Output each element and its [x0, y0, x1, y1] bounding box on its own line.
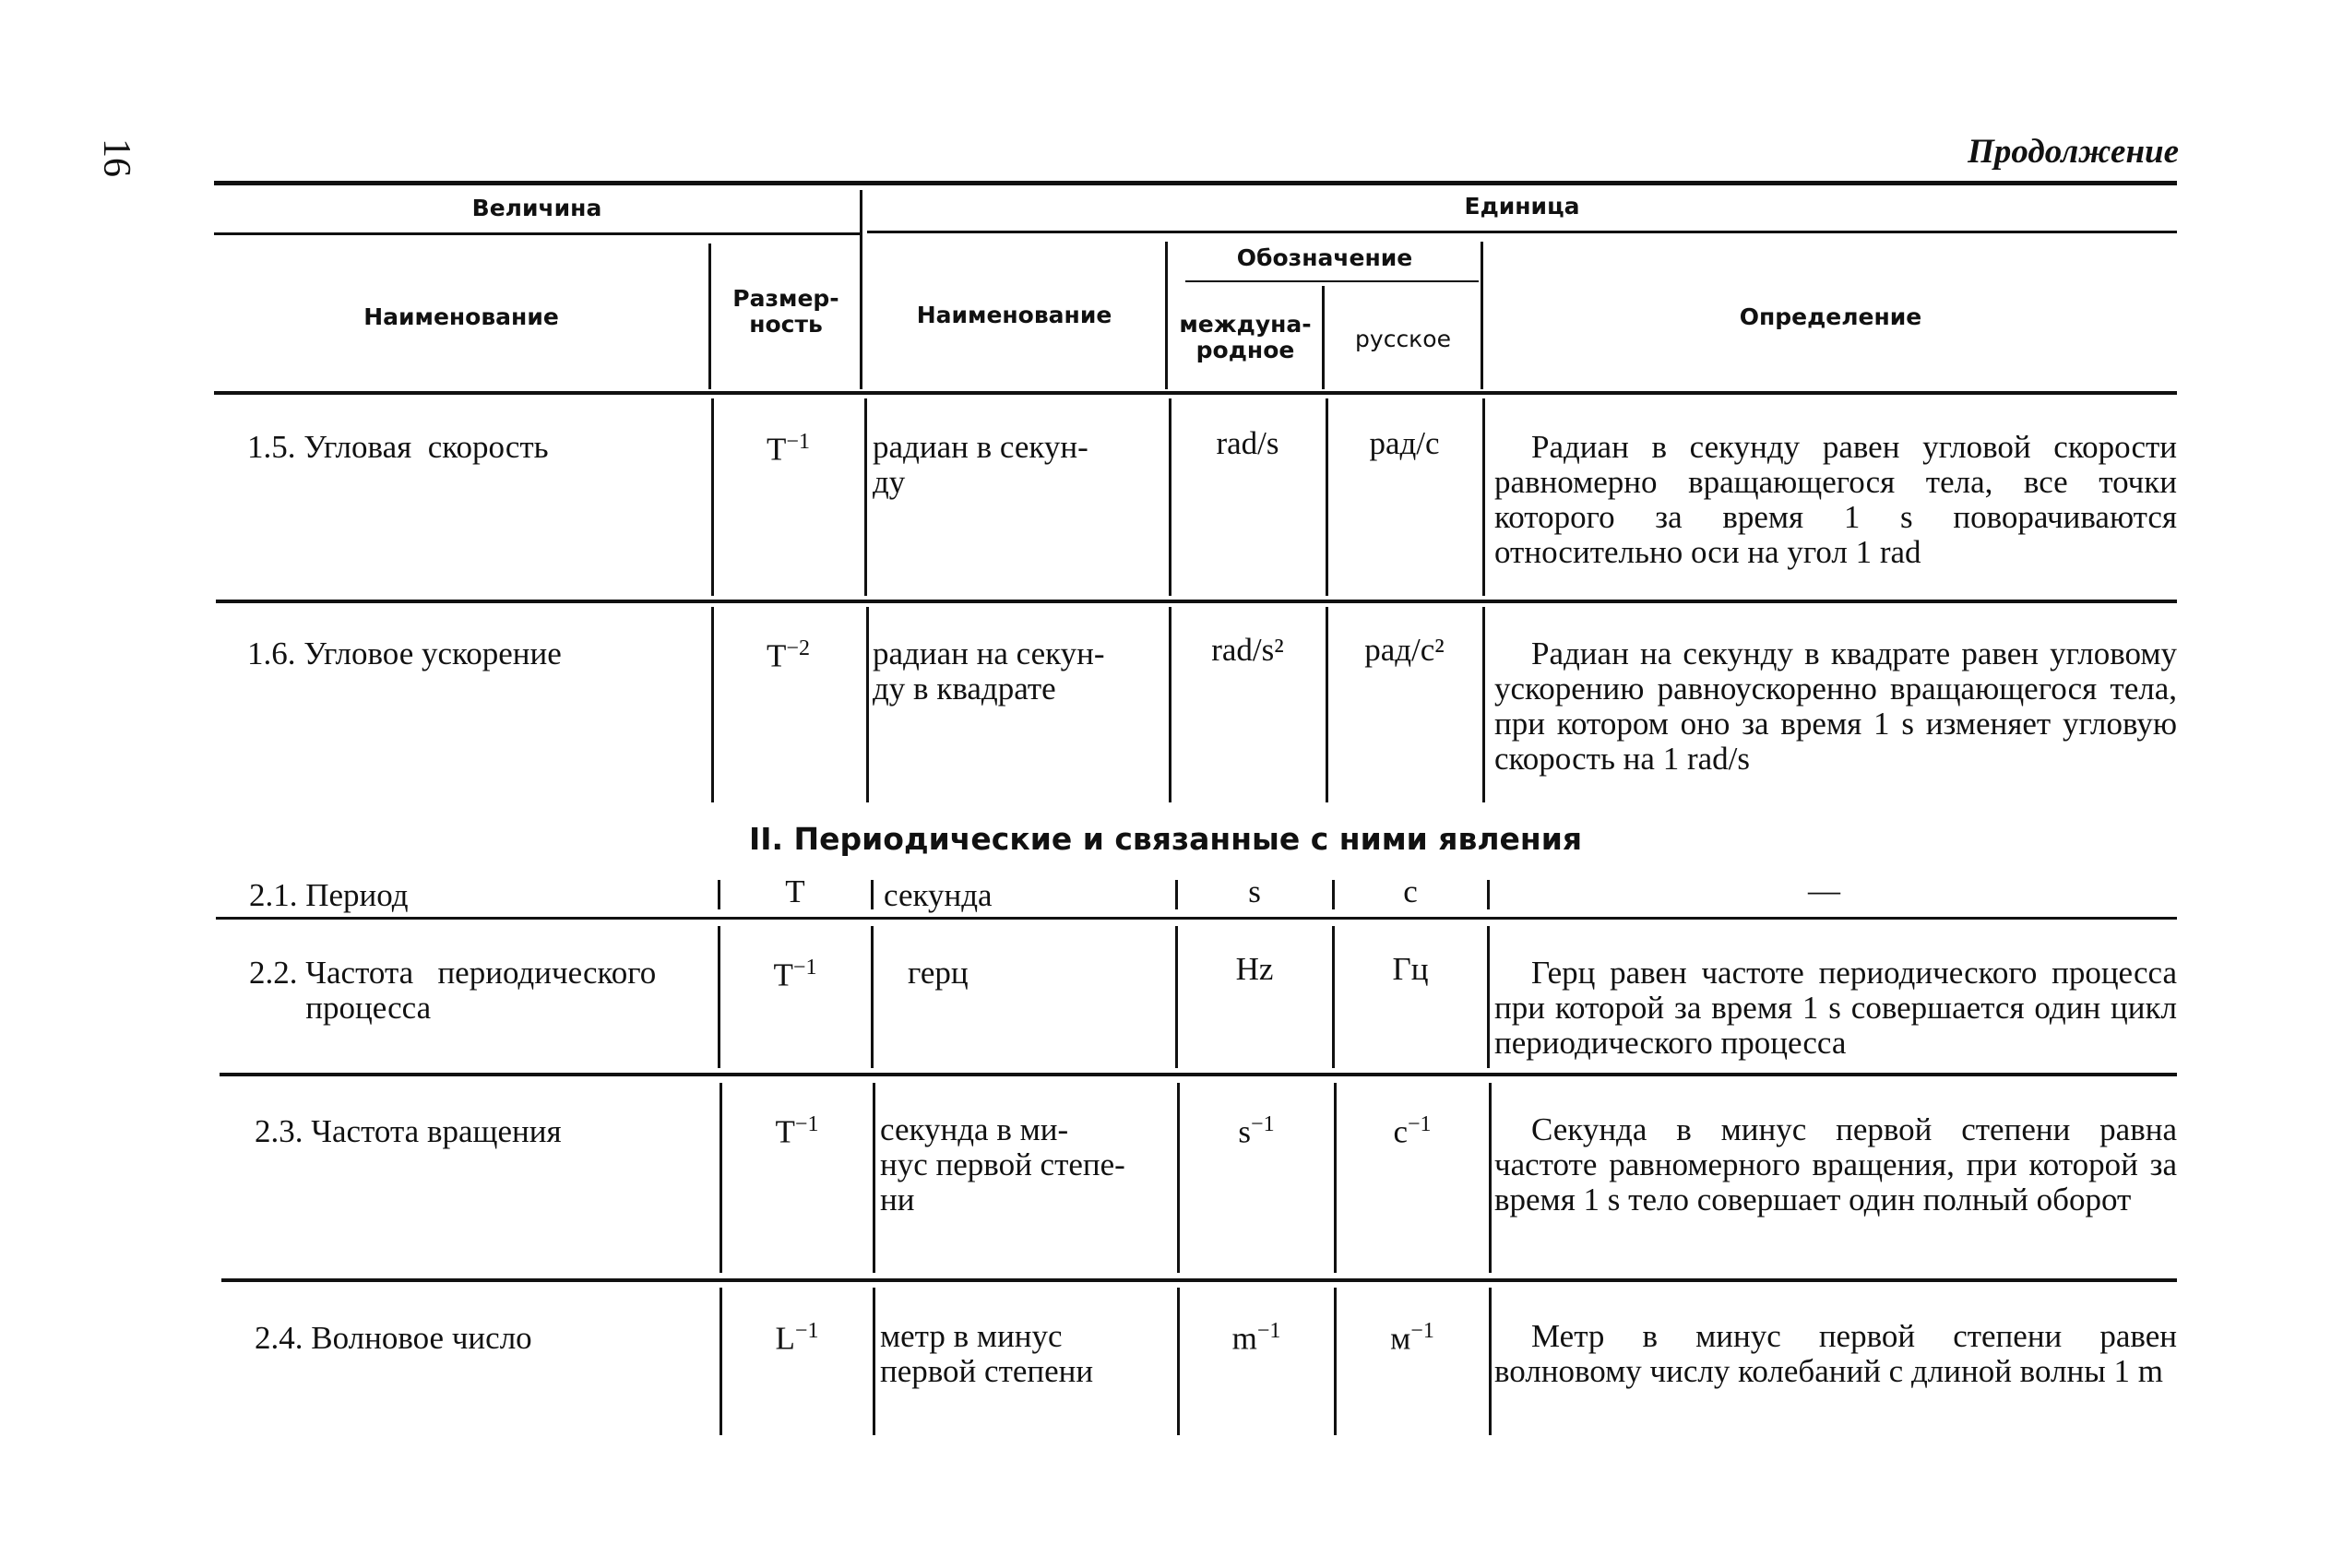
row2-divider-e [1482, 607, 1485, 802]
row-name: 2.1. Период [249, 877, 409, 913]
row-intl-symbol: $s^{-1}$ [1238, 1112, 1275, 1150]
col-divider-intl-rus [1322, 286, 1325, 389]
header-rule-designation [1185, 280, 1479, 282]
row6-divider-b [873, 1288, 875, 1435]
row-intl-symbol: s [1248, 873, 1261, 909]
row-rule-3 [220, 1073, 2177, 1076]
row-name: 2.3. Частота вращения [255, 1113, 562, 1149]
row1-divider-b [864, 398, 867, 596]
row-dimension: $T^{-1}$ [773, 956, 817, 993]
header-definition: Определение [1739, 303, 1922, 330]
row-rus-symbol: рад/с² [1364, 632, 1445, 668]
row-rule-2 [216, 917, 2177, 920]
header-bottom-rule [214, 391, 2177, 395]
row-dimension: T [785, 873, 805, 909]
row-unit-name: герц [908, 955, 969, 991]
row-dimension: $T^{-2}$ [767, 636, 810, 674]
header-unit: Единица [1464, 193, 1580, 220]
row-intl-symbol: Hz [1235, 951, 1274, 987]
row-dimension: $T^{-1}$ [767, 430, 810, 468]
header-international: междуна- родное [1179, 311, 1312, 363]
row-name: 1.6. Угловое ускорение [247, 636, 562, 671]
header-russian: русское [1355, 326, 1451, 352]
row1-divider-e [1482, 398, 1485, 596]
col-divider-unitname-intl [1165, 242, 1168, 389]
col-divider-quantity-unit [860, 190, 862, 389]
header-quantity: Величина [471, 195, 602, 221]
row-intl-symbol: rad/s² [1211, 632, 1284, 668]
row-dimension: $T^{-1}$ [775, 1112, 819, 1150]
row-definition: Герц равен частоте периодического процесса при которой за время 1 s совершается один цикл периодического процесса [1494, 955, 2177, 1061]
col-divider-rus-def [1481, 242, 1483, 389]
row4-divider-d [1332, 926, 1335, 1068]
row6-divider-e [1489, 1288, 1492, 1435]
row6-divider-c [1177, 1288, 1180, 1435]
row-definition: Радиан на секунду в квадрате равен угловому ускорению равноускоренно вращающегося тела, при котором оно за время 1 s изменяет угловую скорость на 1 rad/s [1494, 636, 2177, 777]
row-rus-symbol: рад/с [1369, 425, 1440, 461]
row-intl-symbol: rad/s [1216, 425, 1279, 461]
section-title: II. Периодические и связанные с ними явления [748, 821, 1583, 857]
row4-divider-b [871, 926, 874, 1068]
continuation-label: Продолжение [1968, 133, 2179, 171]
row4-divider-e [1487, 926, 1490, 1068]
row-rus-symbol: c [1403, 873, 1418, 909]
row5-divider-b [873, 1083, 875, 1273]
row3-divider-b [871, 880, 874, 909]
row-unit-name: метр в минус первой степени [880, 1318, 1094, 1389]
row-unit-name: радиан на секун- ду в квадрате [873, 636, 1105, 707]
row-name: 2.2. Частота периодического процесса [249, 955, 657, 1026]
header-rule-unit [867, 231, 2177, 233]
header-quantity-name: Наименование [363, 303, 559, 330]
row6-divider-d [1334, 1288, 1337, 1435]
header-dimension: Размер- ность [732, 285, 839, 338]
row-name: 2.4. Волновое число [255, 1320, 532, 1356]
header-designation: Обозначение [1236, 244, 1413, 271]
page-number: 16 [95, 138, 137, 177]
row-rule-4 [221, 1278, 2177, 1282]
row-rus-symbol: $м^{-1}$ [1390, 1319, 1434, 1357]
row-rus-symbol: Гц [1392, 951, 1429, 987]
row-name: 1.5. Угловая скорость [247, 429, 549, 465]
row4-divider-c [1175, 926, 1178, 1068]
row3-divider-e [1487, 880, 1490, 909]
row-definition: Метр в минус первой степени равен волновому числу колебаний с длиной волны 1 m [1494, 1318, 2177, 1389]
row2-divider-b [866, 607, 869, 802]
row-rus-symbol: $с^{-1}$ [1393, 1112, 1432, 1150]
row-dimension: $L^{-1}$ [775, 1319, 819, 1357]
row-unit-name: секунда в ми- нус первой степе- ни [880, 1111, 1125, 1218]
row5-divider-e [1489, 1083, 1492, 1273]
row-unit-name: радиан в секун- ду [873, 429, 1088, 500]
row-definition: Радиан в секунду равен угловой скорости равномерно вращающегося тела, все точки которого за время 1 s поворачиваются относительно оси на угол 1 rad [1494, 429, 2177, 570]
header-unit-name: Наименование [916, 302, 1112, 328]
row-rule-1 [216, 600, 2177, 603]
row-unit-name: секунда [884, 877, 993, 913]
row-definition: Секунда в минус первой степени равна частоте равномерного вращения, при которой за время 1 s тело совершает один полный оборот [1494, 1111, 2177, 1218]
row-intl-symbol: $m^{-1}$ [1231, 1319, 1281, 1357]
row6-divider-a [720, 1288, 722, 1435]
header-rule-quantity [214, 232, 860, 235]
table-top-rule [214, 181, 2177, 185]
row-definition: — [1808, 873, 1840, 909]
col-divider-name-dim [708, 244, 711, 389]
